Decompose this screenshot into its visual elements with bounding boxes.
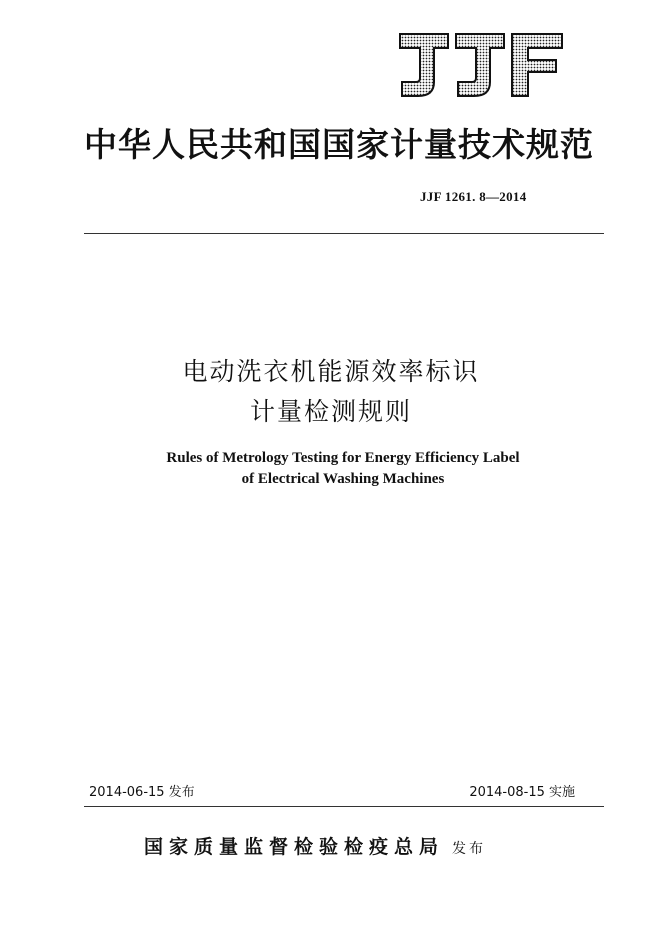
issuing-authority: 国家质量监督检验检疫总局 xyxy=(144,836,445,858)
top-divider xyxy=(84,233,604,234)
document-title-cn-line1: 电动洗衣机能源效率标识 xyxy=(182,357,480,386)
jjf-logo-icon xyxy=(398,30,564,100)
document-title-cn-line2: 计量检测规则 xyxy=(249,397,412,426)
footer xyxy=(144,832,486,859)
header-title: 中华人民共和国国家计量技术规范 xyxy=(84,125,594,164)
document-title-en-line2: of Electrical Washing Machines xyxy=(241,471,445,487)
document-title-en-line1: Rules of Metrology Testing for Energy Efficiency Label xyxy=(166,450,520,466)
issue-date: 2014-06-15 发布 xyxy=(89,785,195,800)
issuing-suffix: 发布 xyxy=(452,841,487,857)
standard-number: JJF 1261. 8—2014 xyxy=(420,189,527,204)
implementation-date: 2014-08-15 实施 xyxy=(469,785,575,800)
bottom-divider xyxy=(84,806,604,807)
